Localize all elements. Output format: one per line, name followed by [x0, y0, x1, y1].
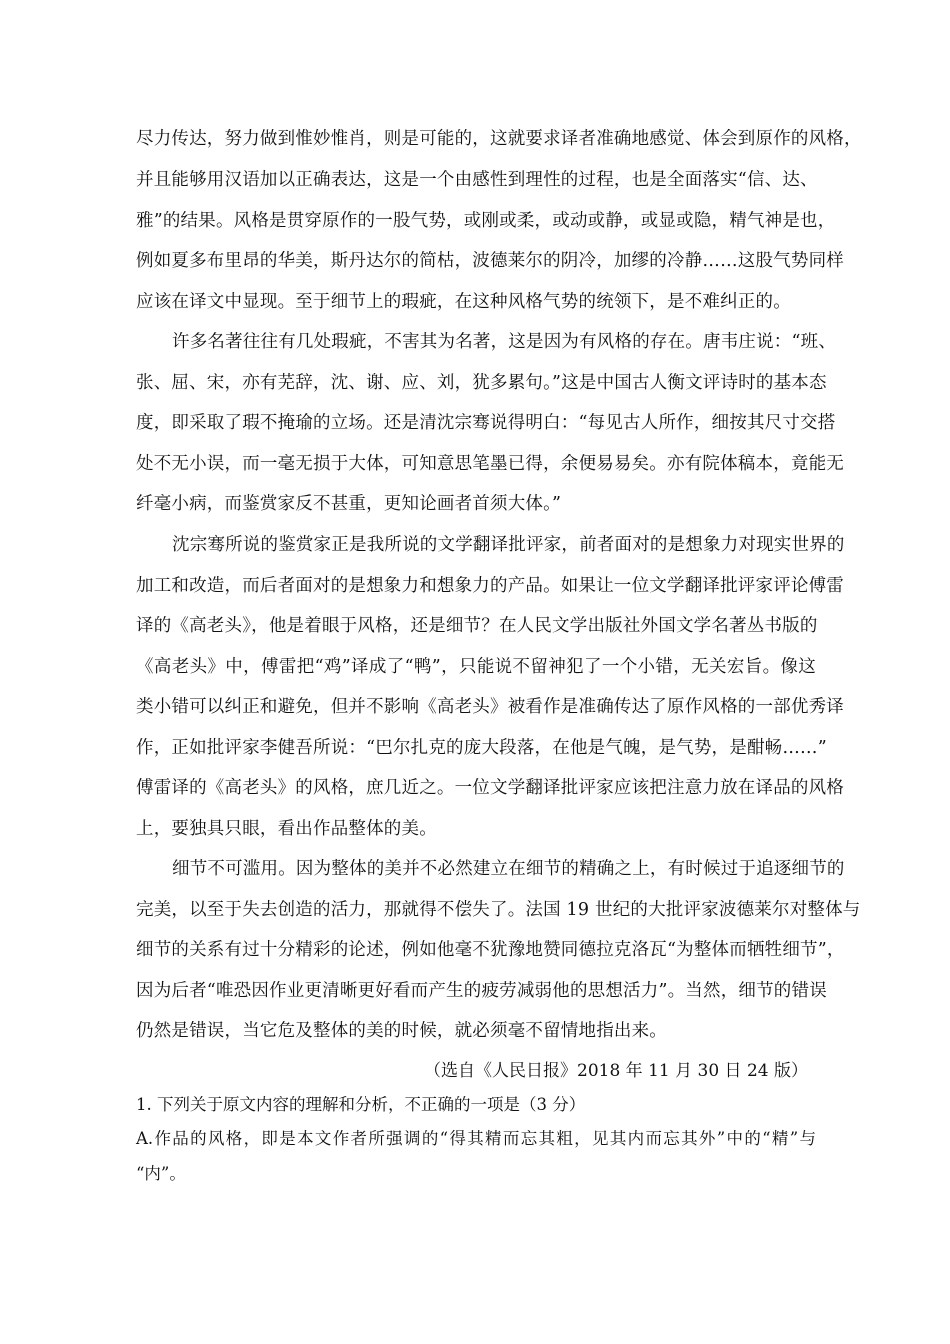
- text-line: 雅”的结果。风格是贯穿原作的一股气势，或刚或柔，或动或静，或显或隐，精气神是也，: [136, 211, 836, 231]
- text-line: 因为后者“唯恐因作业更清晰更好看而产生的疲劳减弱他的思想活力”。当然，细节的错误: [136, 981, 827, 1001]
- text-line: 傅雷译的《高老头》的风格，庶几近之。一位文学翻译批评家应该把注意力放在译品的风格: [136, 778, 844, 798]
- text-line: 张、屈、宋，亦有芜辞，沈、谢、应、刘，犹多累句。”这是中国古人衡文评诗时的基本态: [136, 373, 827, 393]
- text-line: 译的《高老头》，他是着眼于风格，还是细节？在人民文学出版社外国文学名著丛书版的: [136, 616, 818, 636]
- text-line: 纤毫小病，而鉴赏家反不甚重，更知论画者首须大体。”: [136, 494, 562, 514]
- source-citation: （选自《人民日报》2018 年 11 月 30 日 24 版）: [424, 1061, 808, 1081]
- text-line: 完美，以至于失去创造的活力，那就得不偿失了。法国 19 世纪的大批评家波德莱尔对整体与: [136, 900, 861, 920]
- text-line: 应该在译文中显现。至于细节上的瑕疵，在这种风格气势的统领下，是不难纠正的。: [136, 292, 791, 312]
- option-a: A.作品的风格，即是本文作者所强调的“得其精而忘其粗，见其内而忘其外”中的“精”与: [136, 1129, 816, 1148]
- text-line: 类小错可以纠正和避免，但并不影响《高老头》被看作是准确传达了原作风格的一部优秀译: [136, 697, 844, 717]
- text-line: 沈宗骞所说的鉴赏家正是我所说的文学翻译批评家，前者面对的是想象力对现实世界的: [172, 535, 845, 555]
- text-line: 尽力传达，努力做到惟妙惟肖，则是可能的，这就要求译者准确地感觉、体会到原作的风格，: [136, 129, 862, 149]
- text-line: 《高老头》中，傅雷把“鸡”译成了“鸭”，只能说不留神犯了一个小错，无关宏旨。像这: [136, 657, 816, 677]
- text-line: 作，正如批评家李健吾所说：“巴尔扎克的庞大段落，在他是气魄，是气势，是酣畅……”: [136, 738, 827, 758]
- text-line: 许多名著往往有几处瑕疵，不害其为名著，这是因为有风格的存在。唐韦庄说：“班、: [172, 332, 837, 352]
- text-line: 例如夏多布里昂的华美，斯丹达尔的简枯，波德莱尔的阴冷，加缪的冷静……这股气势同样: [136, 251, 844, 271]
- option-a-continued: “内”。: [136, 1164, 186, 1183]
- text-line: 加工和改造，而后者面对的是想象力和想象力的产品。如果让一位文学翻译批评家评论傅雷: [136, 576, 844, 596]
- text-line: 细节的关系有过十分精彩的论述，例如他毫不犹豫地赞同德拉克洛瓦“为整体而牺牲细节”，: [136, 940, 845, 960]
- text-line: 细节不可滥用。因为整体的美并不必然建立在细节的精确之上，有时候过于追逐细节的: [172, 859, 845, 879]
- text-line: 度，即采取了瑕不掩瑜的立场。还是清沈宗骞说得明白：“每见古人所作，细按其尺寸交搭: [136, 413, 836, 433]
- question-stem: 1. 下列关于原文内容的理解和分析，不正确的一项是（3 分）: [136, 1095, 586, 1114]
- text-line: 上，要独具只眼，看出作品整体的美。: [136, 819, 437, 839]
- text-line: 仍然是错误，当它危及整体的美的时候，就必须毫不留情地指出来。: [136, 1021, 667, 1041]
- text-line: 并且能够用汉语加以正确表达，这是一个由感性到理性的过程，也是全面落实“信、达、: [136, 170, 818, 190]
- text-line: 处不无小误，而一毫无损于大体，可知意思笔墨已得，余便易易矣。亦有院体稿本，竟能无: [136, 454, 844, 474]
